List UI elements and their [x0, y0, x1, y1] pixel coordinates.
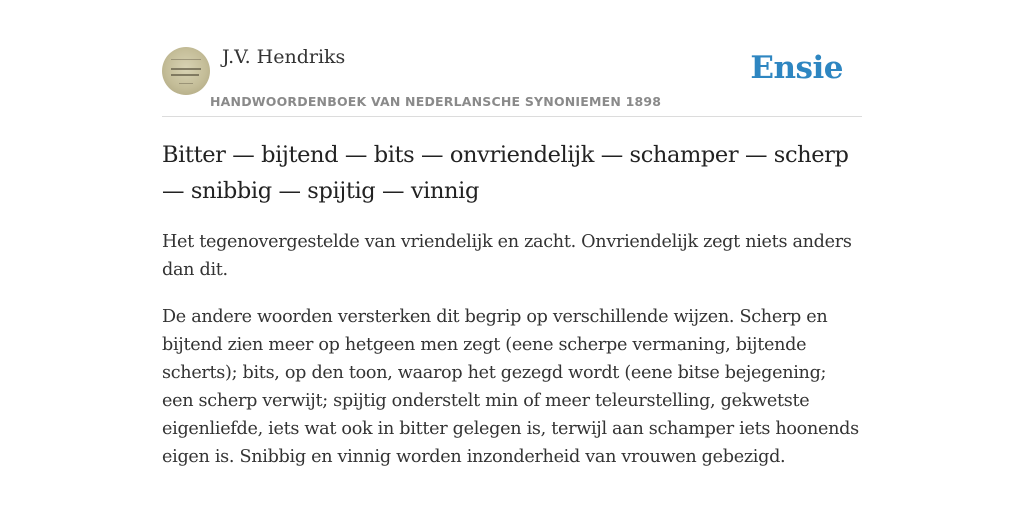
author-name[interactable]: J.V. Hendriks — [222, 46, 346, 68]
entry-title: Bitter — bijtend — bits — onvriendelijk — schamper — scherp — snibbig — spijtig — vinnig — [162, 142, 849, 204]
brand-logo[interactable]: Ensie — [750, 50, 843, 86]
book-cover-avatar[interactable] — [162, 47, 210, 95]
entry-body — [162, 228, 862, 490]
cover-line — [179, 83, 193, 84]
entry-header — [162, 44, 862, 117]
cover-line — [171, 59, 201, 60]
cover-line — [171, 74, 199, 76]
entry-paragraph: De andere woorden versterken dit begrip op verschillende wijzen. Scherp en bijtend zien meer op hetgeen men zegt (eene scherpe vermaning, bijtende scherts); bits, op den toon, waarop het gezegd wordt (eene bitse bejegening; een scherp verwijt; spijtig onderstelt min of meer teleurstelling, gekwetste eigenliefde, iets wat ook in bitter gelegen is, terwijl aan schamper iets hoonends eigen is. Snibbig en vinnig worden inzonderheid van vrouwen gebezigd. — [162, 307, 859, 467]
source-title[interactable]: HANDWOORDENBOEK VAN NEDERLANSCHE SYNONIEMEN 1898 — [210, 94, 662, 109]
cover-line — [171, 68, 201, 70]
entry-paragraph: Het tegenovergestelde van vriendelijk en zacht. Onvriendelijk zegt niets anders dan dit. — [162, 232, 852, 280]
